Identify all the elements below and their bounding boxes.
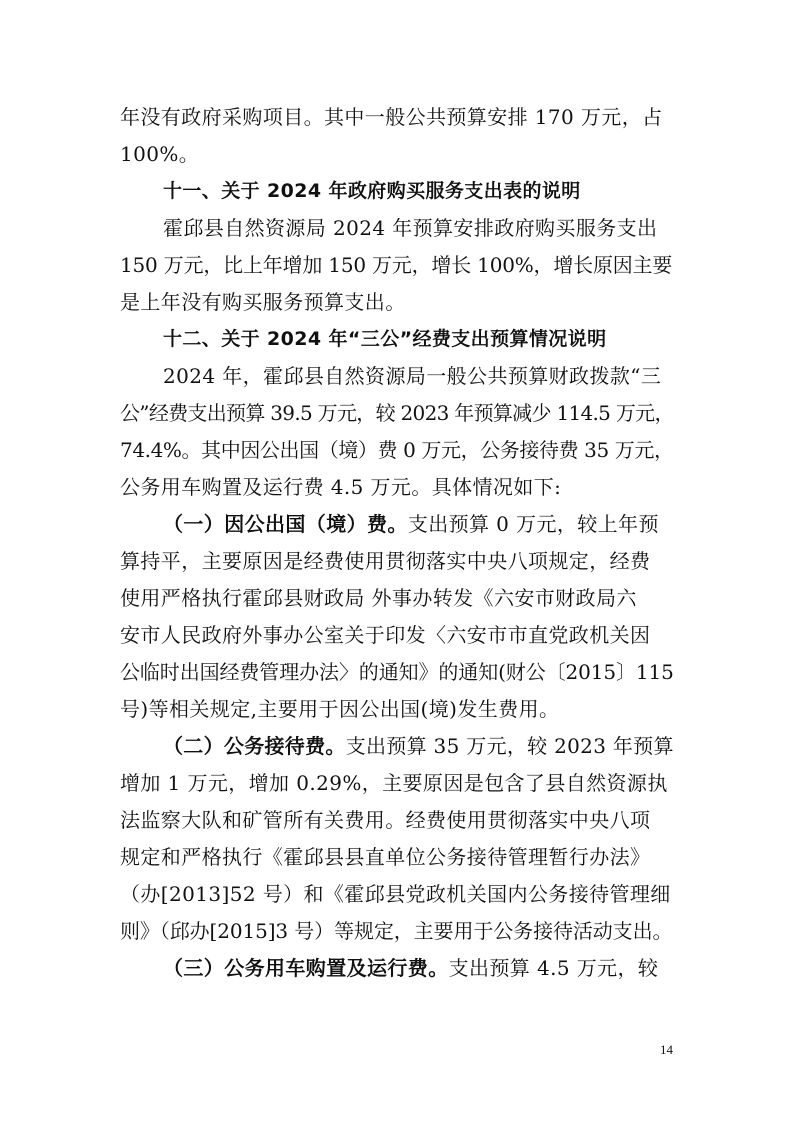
page-number: 14 bbox=[660, 1042, 673, 1057]
body-line: 100%。 bbox=[120, 142, 200, 166]
body-line: 74.4%。其中因公出国（境）费 0 万元，公务接待费 35 万元， bbox=[120, 438, 674, 462]
section-heading-12: 十二、关于 2024 年“三公”经费支出预算情况说明 bbox=[163, 328, 607, 350]
subsection-text: 支出预算 0 万元，较上年预 bbox=[407, 512, 659, 536]
subsection-text: 支出预算 35 万元，较 2023 年预算 bbox=[345, 734, 674, 758]
document-body bbox=[120, 99, 675, 987]
body-line: （办[2013]52 号）和《霍邱县党政机关国内公务接待管理细 bbox=[120, 882, 671, 906]
body-line: 是上年没有购买服务预算支出。 bbox=[120, 290, 406, 314]
body-line: 公务用车购置及运行费 4.5 万元。具体情况如下: bbox=[120, 475, 562, 499]
subsection-line bbox=[120, 728, 675, 765]
body-line: 法监察大队和矿管所有关费用。经费使用贯彻落实中央八项 bbox=[120, 808, 651, 832]
body-line: 安市人民政府外事办公室关于印发〈六安市市直党政机关因 bbox=[120, 623, 651, 647]
body-line: 算持平，主要原因是经费使用贯彻落实中央八项规定，经费 bbox=[120, 549, 651, 573]
body-line: 增加 1 万元，增加 0.29%，主要原因是包含了县自然资源执 bbox=[120, 771, 668, 795]
body-line: 年没有政府采购项目。其中一般公共预算安排 170 万元，占 bbox=[120, 105, 663, 129]
subsection-lead-1: （一）因公出国（境）费。 bbox=[163, 512, 408, 536]
body-line: 霍邱县自然资源局 2024 年预算安排政府购买服务支出 bbox=[163, 216, 658, 240]
subsection-text: 支出预算 4.5 万元，较 bbox=[448, 956, 659, 980]
subsection-line bbox=[120, 506, 675, 543]
section-heading-11: 十一、关于 2024 年政府购买服务支出表的说明 bbox=[163, 180, 581, 202]
subsection-line bbox=[120, 950, 675, 987]
body-line: 使用严格执行霍邱县财政局 外事办转发《六安市财政局六 bbox=[120, 586, 637, 610]
subsection-lead-3: （三）公务用车购置及运行费。 bbox=[163, 956, 449, 980]
body-line: 150 万元，比上年增加 150 万元，增长 100%，增长原因主要 bbox=[120, 253, 673, 277]
body-line: 号)等相关规定,主要用于因公出国(境)发生费用。 bbox=[120, 697, 560, 721]
body-line: 2024 年，霍邱县自然资源局一般公共预算财政拨款“三 bbox=[163, 364, 662, 388]
body-line: 公”经费支出预算 39.5 万元，较 2023 年预算减少 114.5 万元， bbox=[120, 401, 674, 425]
body-line: 规定和严格执行《霍邱县县直单位公务接待管理暂行办法》 bbox=[120, 845, 651, 869]
body-line: 公临时出国经费管理办法〉的通知》的通知(财公〔2015〕115 bbox=[120, 660, 674, 684]
subsection-lead-2: （二）公务接待费。 bbox=[163, 734, 346, 758]
body-line: 则》（邱办[2015]3 号）等规定，主要用于公务接待活动支出。 bbox=[120, 919, 673, 943]
